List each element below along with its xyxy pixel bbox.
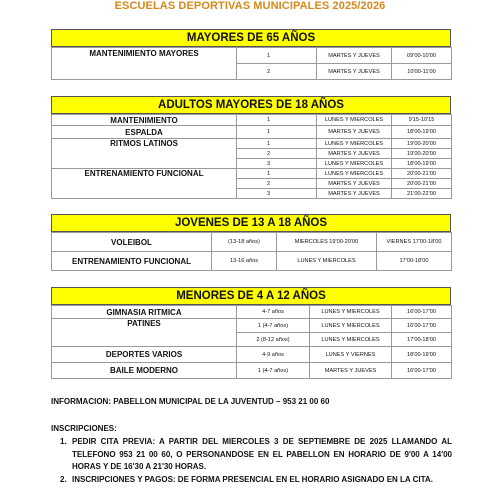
- group-cell: 3: [237, 189, 317, 199]
- activity-cell: ENTRENAMIENTO FUNCIONAL: [52, 169, 237, 199]
- section-adultos-18: [51, 96, 451, 199]
- days-cell: MARTES Y JUEVES: [317, 149, 392, 159]
- schedule-table: [51, 305, 452, 379]
- days-cell: LUNES Y MIERCOLES: [317, 115, 392, 126]
- activity-cell: DEPORTES VARIOS: [52, 347, 237, 363]
- table-row: [52, 319, 452, 333]
- inscriptions-list: [60, 436, 452, 486]
- list-item-text: PEDIR CITA PREVIA: A PARTIR DEL MIERCOLES 3 DE SEPTIEMBRE DE 2025 LLAMANDO AL TELEFONO 953 21 00 60, O PERSONANDOSE EN EL PABELLON EN HORARIO DE 9'00 A 14'00 HORAS Y DE 16'30 A 21'30 HORAS.: [72, 437, 452, 471]
- time-cell: 16'00-17'00: [392, 319, 452, 333]
- days-cell: LUNES Y MIERCOLES: [317, 139, 392, 149]
- info-line: INFORMACION: PABELLON MUNICIPAL DE LA JUVENTUD – 953 21 00 60: [51, 397, 330, 406]
- table-row: [52, 169, 452, 179]
- time-cell: 21'00-22'00: [392, 189, 452, 199]
- list-item: [60, 474, 452, 487]
- section-heading: MENORES DE 4 A 12 AÑOS: [51, 287, 451, 305]
- group-cell: 3: [237, 159, 317, 169]
- section-jovenes-13-18: [51, 214, 451, 271]
- time-cell: 19'00-20'00: [392, 139, 452, 149]
- days-cell: MIERCOLES 19'00-20'00: [277, 233, 377, 252]
- section-mayores-65: [51, 29, 451, 80]
- activity-cell: ENTRENAMIENTO FUNCIONAL: [52, 252, 212, 271]
- group-cell: 2: [237, 149, 317, 159]
- days-cell: LUNES Y MIERCOLES: [317, 169, 392, 179]
- group-cell: 4-7 años: [237, 306, 310, 319]
- group-cell: 2: [237, 179, 317, 189]
- table-row: [52, 115, 452, 126]
- time-cell: 17'00-18'00: [392, 333, 452, 347]
- activity-cell: GIMNASIA RITMICA: [52, 306, 237, 319]
- table-row: [52, 126, 452, 139]
- time-cell: 19'00-20'00: [392, 149, 452, 159]
- section-heading: ADULTOS MAYORES DE 18 AÑOS: [51, 96, 451, 114]
- section-heading: JOVENES DE 13 A 18 AÑOS: [51, 214, 451, 232]
- schedule-table: [51, 232, 452, 271]
- days-cell: MARTES Y JUEVES: [317, 64, 392, 80]
- table-row: [52, 233, 452, 252]
- days-cell: LUNES Y MIERCOLES: [317, 159, 392, 169]
- activity-cell: BAILE MODERNO: [52, 363, 237, 379]
- list-item-number: 1.: [60, 437, 67, 446]
- days-cell: LUNES Y MIERCOLES: [277, 252, 377, 271]
- group-cell: (13-18 años): [212, 233, 277, 252]
- time-cell: 20'00-21'00: [392, 169, 452, 179]
- group-cell: 2: [237, 64, 317, 80]
- time-cell: 18'00-19'00: [392, 126, 452, 139]
- group-cell: 1: [237, 169, 317, 179]
- time-cell: 20'00-21'00: [392, 179, 452, 189]
- group-cell: 13-16 años: [212, 252, 277, 271]
- time-cell: 18'00-19'00: [392, 159, 452, 169]
- activity-cell: RITMOS LATINOS: [52, 139, 237, 169]
- group-cell: 2 (8-12 años): [237, 333, 310, 347]
- days-cell: MARTES Y JUEVES: [317, 179, 392, 189]
- time-cell: 10'00-11'00: [392, 64, 452, 80]
- days-cell: LUNES Y MIERCOLES: [310, 333, 392, 347]
- schedule-table: [51, 114, 452, 199]
- time-cell: 9'15-10'15: [392, 115, 452, 126]
- group-cell: 1: [237, 126, 317, 139]
- time-cell: 16'00-17'00: [392, 306, 452, 319]
- days-cell: LUNES Y VIERNES: [310, 347, 392, 363]
- page-title: ESCUELAS DEPORTIVAS MUNICIPALES 2025/2026: [114, 0, 386, 12]
- activity-cell: MANTENIMIENTO MAYORES: [52, 48, 237, 80]
- time-cell: 16'00-17'00: [392, 363, 452, 379]
- list-item-number: 2.: [60, 474, 67, 484]
- days-cell: MARTES Y JUEVES: [317, 189, 392, 199]
- schedule-table: [51, 47, 452, 80]
- list-item: [60, 436, 452, 474]
- list-item-text: INSCRIPCIONES Y PAGOS: DE FORMA PRESENCIAL EN EL HORARIO ASIGNADO EN LA CITA.: [72, 474, 433, 484]
- time-cell: 09'00-10'00: [392, 48, 452, 64]
- time-cell: 17'00-18'00: [377, 252, 452, 271]
- days-cell: LUNES Y MIERCOLES: [310, 306, 392, 319]
- section-menores-4-12: [51, 287, 451, 379]
- group-cell: 1: [237, 139, 317, 149]
- activity-cell: PATINES: [52, 319, 237, 347]
- table-row: [52, 139, 452, 149]
- table-row: [52, 306, 452, 319]
- table-row: [52, 347, 452, 363]
- section-heading: MAYORES DE 65 AÑOS: [51, 29, 451, 47]
- table-row: [52, 252, 452, 271]
- days-cell: MARTES Y JUEVES: [317, 126, 392, 139]
- group-cell: 1: [237, 115, 317, 126]
- table-row: [52, 363, 452, 379]
- days-cell: MARTES Y JUEVES: [310, 363, 392, 379]
- days-cell: MARTES Y JUEVES: [317, 48, 392, 64]
- days-cell: LUNES Y MIERCOLES: [310, 319, 392, 333]
- inscriptions-title: INSCRIPCIONES:: [51, 424, 117, 433]
- table-row: [52, 48, 452, 64]
- group-cell: 4-9 años: [237, 347, 310, 363]
- activity-cell: ESPALDA: [52, 126, 237, 139]
- group-cell: 1 (4-7 años): [237, 363, 310, 379]
- group-cell: 1: [237, 48, 317, 64]
- time-cell: 18'00-19'00: [392, 347, 452, 363]
- time-cell: VIERNES 17'00-18'00: [377, 233, 452, 252]
- group-cell: 1 (4-7 años): [237, 319, 310, 333]
- activity-cell: MANTENIMIENTO: [52, 115, 237, 126]
- activity-cell: VOLEIBOL: [52, 233, 212, 252]
